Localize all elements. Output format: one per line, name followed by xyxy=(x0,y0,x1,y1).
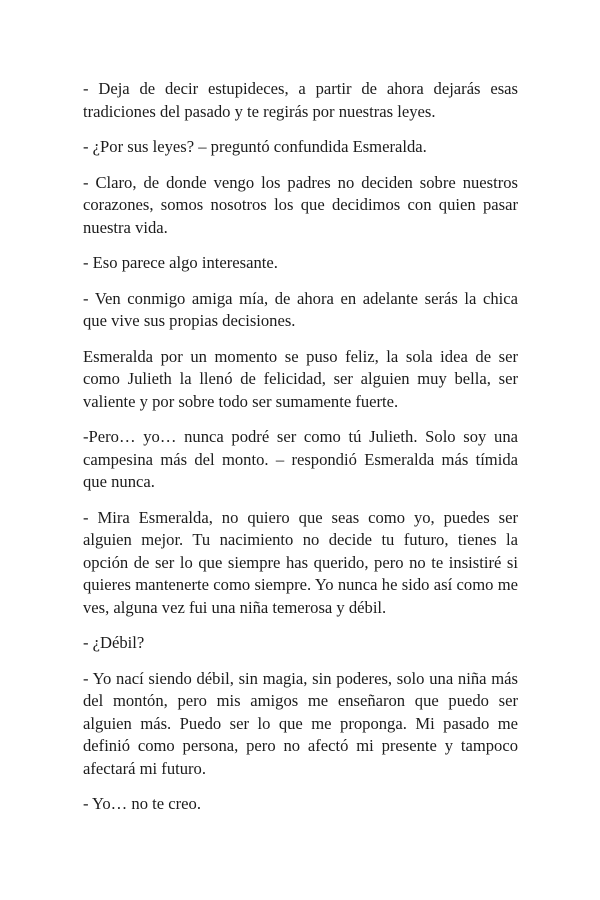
paragraph: - Mira Esmeralda, no quiero que seas como yo, puedes ser alguien mejor. Tu nacimiento no decide tu futuro, tienes la opción de ser lo que siempre has querido, pero no te insistiré si quieres mantenerte como siempre. Yo nunca he sido así como me ves, alguna vez fui una niña temerosa y débil. xyxy=(83,507,518,617)
paragraph: - Yo nací siendo débil, sin magia, sin poderes, solo una niña más del montón, pero mis amigos me enseñaron que puedo ser alguien más. Puedo ser lo que me proponga. Mi pasado me definió como persona, pero no afectó mi presente y tampoco afectará mi futuro. xyxy=(83,668,518,778)
paragraph: Esmeralda por un momento se puso feliz, la sola idea de ser como Julieth la llenó de felicidad, ser alguien muy bella, ser valiente y por sobre todo ser sumamente fuerte. xyxy=(83,346,518,411)
paragraph: - Deja de decir estupideces, a partir de ahora dejarás esas tradiciones del pasado y te regirás por nuestras leyes. xyxy=(83,79,518,121)
paragraph: - Eso parece algo interesante. xyxy=(83,253,278,272)
book-page xyxy=(83,78,518,829)
paragraph: - Yo… no te creo. xyxy=(83,794,201,813)
paragraph: - Claro, de donde vengo los padres no deciden sobre nuestros corazones, somos nosotros los que decidimos con quien pasar nuestra vida. xyxy=(83,172,518,237)
paragraph: -Pero… yo… nunca podré ser como tú Julieth. Solo soy una campesina más del monto. – respondió Esmeralda más tímida que nunca. xyxy=(83,427,518,491)
paragraph: - ¿Por sus leyes? – preguntó confundida Esmeralda. xyxy=(83,137,427,156)
paragraph: - Ven conmigo amiga mía, de ahora en adelante serás la chica que vive sus propias decisiones. xyxy=(83,288,518,330)
paragraph: - ¿Débil? xyxy=(83,633,145,652)
